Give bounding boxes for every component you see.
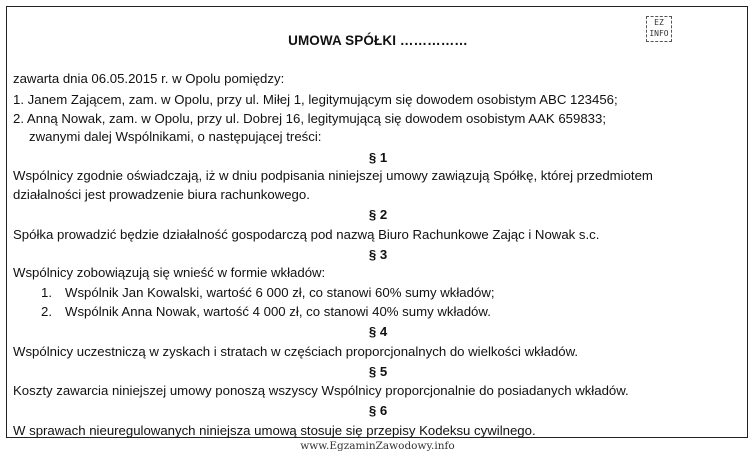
section-text: Koszty zawarcia niniejszej umowy ponoszą wszyscy Wspólnicy proporcjonalnie do posiadanych wkładów. [13, 383, 629, 398]
intro-line: 1. Janem Zającem, zam. w Opolu, przy ul. Miłej 1, legitymującym się dowodem osobistym ABC 123456; [13, 92, 618, 107]
footer-watermark: www.EgzaminZawodowy.info [300, 440, 455, 452]
section-text: Wspólnicy zobowiązują się wnieść w formie wkładów: [13, 265, 326, 280]
list-item: Wspólnik Anna Nowak, wartość 4 000 zł, co stanowi 40% sumy wkładów. [65, 304, 491, 319]
ez-info-logo: EZ INFO [646, 16, 672, 42]
section-text: Wspólnicy uczestniczą w zyskach i stratach w częściach proporcjonalnych do wielkości wkładów. [13, 344, 579, 359]
section-text: Spółka prowadzić będzie działalność gospodarczą pod nazwą Biuro Rachunkowe Zając i Nowak s.c. [13, 227, 600, 242]
section-heading-2: § 2 [368, 207, 388, 222]
section-text: Wspólnicy zgodnie oświadczają, iż w dniu podpisania niniejszej umowy zawiązują Spółkę, której przedmiotem [13, 168, 653, 183]
section-heading-5: § 5 [368, 364, 388, 379]
list-item-number: 2. [41, 304, 52, 319]
section-heading-1: § 1 [368, 150, 388, 165]
section-heading-6: § 6 [368, 403, 388, 418]
section-heading-3: § 3 [368, 247, 388, 262]
section-heading-4: § 4 [368, 324, 388, 339]
section-text: działalności jest prowadzenie biura rachunkowego. [13, 187, 310, 202]
section-text: W sprawach nieuregulowanych niniejsza umową stosuje się przepisy Kodeksu cywilnego. [13, 423, 536, 438]
intro-line: zwanymi dalej Wspólnikami, o następującej treści: [29, 129, 322, 144]
list-item: Wspólnik Jan Kowalski, wartość 6 000 zł, co stanowi 60% sumy wkładów; [65, 285, 495, 300]
document-title: UMOWA SPÓŁKI …………… [288, 33, 468, 48]
intro-line: zawarta dnia 06.05.2015 r. w Opolu pomiędzy: [13, 71, 285, 86]
intro-line: 2. Anną Nowak, zam. w Opolu, przy ul. Dobrej 16, legitymującą się dowodem osobistym AAK 659833; [13, 111, 607, 126]
list-item-number: 1. [41, 285, 52, 300]
document-frame [6, 6, 748, 438]
